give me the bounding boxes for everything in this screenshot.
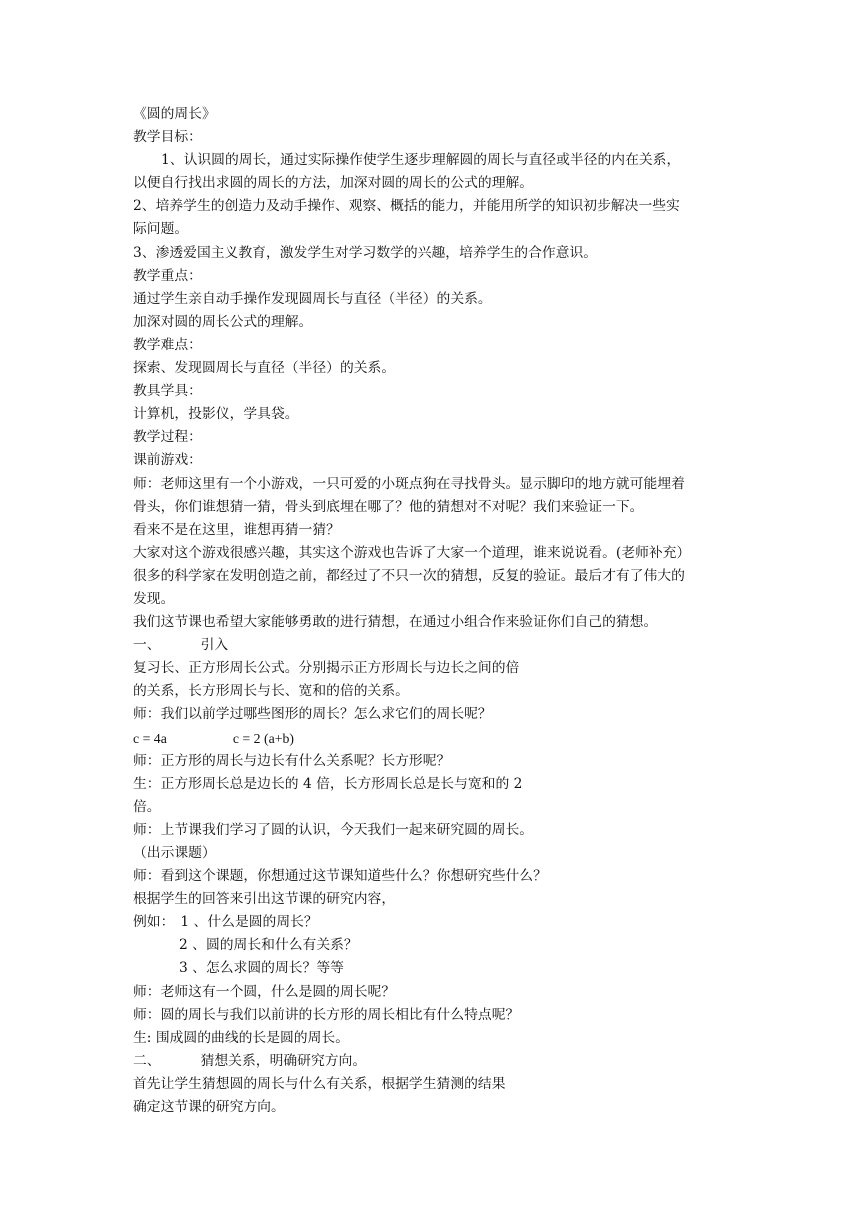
paragraph-line: 骨头，你们谁想猜一猜，骨头到底埋在哪了？他的猜想对不对呢？我们来验证一下。 — [133, 498, 644, 515]
paragraph-line: 看来不是在这里，谁想再猜一猜？ — [133, 521, 340, 538]
paragraph-line: 师：老师这里有一个小游戏，一只可爱的小斑点狗在寻找骨头。显示脚印的地方就可能埋着 — [133, 475, 685, 492]
paragraph-line: 2、培养学生的创造力及动手操作、观察、概括的能力，并能用所学的知识初步解决一些实 — [133, 198, 680, 215]
paragraph-line: 复习长、正方形周长公式。分别揭示正方形周长与边长之间的倍 — [133, 660, 520, 677]
square-formula: c = 4a — [133, 730, 167, 746]
section-heading: 课前游戏： — [133, 452, 202, 469]
paragraph-line: 通过学生亲自动手操作发现圆周长与直径（半径）的关系。 — [133, 290, 492, 307]
paragraph-line: 加深对圆的周长公式的理解。 — [133, 313, 313, 330]
paragraph-line: 根据学生的回答来引出这节课的研究内容， — [133, 891, 396, 908]
paragraph-line: 我们这节课也希望大家能够勇敢的进行猜想，在通过小组合作来验证你们自己的猜想。 — [133, 614, 658, 631]
doc-title: 《圆的周长》 — [133, 106, 216, 122]
paragraph-line: 大家对这个游戏很感兴趣，其实这个游戏也告诉了大家一个道理，谁来说说看。(老师补充） — [133, 544, 691, 561]
paragraph-line: 师：正方形的周长与边长有什么关系呢？长方形呢？ — [133, 752, 451, 769]
paragraph-line: 1、认识圆的周长，通过实际操作使学生逐步理解圆的周长与直径或半径的内在关系， — [161, 152, 681, 169]
section-heading: 教学重点： — [133, 267, 202, 284]
paragraph-line: 师：圆的周长与我们以前讲的长方形的周长相比有什么特点呢？ — [133, 1006, 520, 1023]
heading-number: 一、 — [133, 637, 161, 654]
formula-line — [133, 727, 733, 750]
paragraph-line: 生：正方形周长总是边长的 4 倍，长方形周长总是长与宽和的 2 — [133, 775, 523, 792]
paragraph-line: 的关系，长方形周长与长、宽和的倍的关系。 — [133, 683, 409, 700]
paragraph-line: 师：老师这有一个圆，什么是圆的周长呢？ — [133, 983, 396, 1000]
list-item: 2 、圆的周长和什么有关系？ — [179, 937, 358, 954]
paragraph-line: 探索、发现圆周长与直径（半径）的关系。 — [133, 360, 396, 377]
paragraph-line: 以便自行找出求圆的周长的方法，加深对圆的周长的公式的理解。 — [133, 175, 534, 192]
paragraph-line: 师：看到这个课题，你想通过这节课知道些什么？你想研究些什么？ — [133, 868, 547, 885]
section-heading: 教学过程： — [133, 429, 202, 446]
section-heading: 教学目标： — [133, 129, 202, 146]
paragraph-line: 首先让学生猜想圆的周长与什么有关系，根据学生猜测的结果 — [133, 1075, 506, 1092]
paragraph-line: 计算机，投影仪，学具袋。 — [133, 406, 299, 423]
list-item: 1 、什么是圆的周长？ — [180, 914, 318, 931]
heading-text: 引入 — [200, 637, 229, 654]
paragraph-line: 很多的科学家在发明创造之前，都经过了不只一次的猜想，反复的验证。最后才有了伟大的 — [133, 567, 685, 584]
section-heading-2 — [133, 1050, 733, 1073]
paragraph-line: 发现。 — [133, 590, 175, 607]
example-label: 例如： — [133, 914, 175, 931]
heading-text: 猜想关系，明确研究方向。 — [200, 1052, 367, 1069]
section-heading: 教学难点： — [133, 336, 202, 353]
section-heading: 教具学具： — [133, 383, 202, 400]
heading-number: 二、 — [133, 1052, 161, 1069]
paragraph-line: 师：上节课我们学习了圆的认识，今天我们一起来研究圆的周长。 — [133, 821, 534, 838]
section-heading-1 — [133, 634, 733, 657]
paragraph-line: （出示课题） — [133, 845, 216, 861]
rectangle-formula: c = 2 (a+b) — [232, 730, 294, 746]
document-page — [133, 103, 733, 1119]
paragraph-line: 际问题。 — [133, 221, 189, 238]
paragraph-line: 生: 围成圆的曲线的长是圆的周长。 — [133, 1029, 349, 1046]
list-item: 3 、怎么求圆的周长？等等 — [179, 960, 344, 977]
paragraph-line: 3、渗透爱国主义教育，激发学生对学习数学的兴趣，培养学生的合作意识。 — [133, 244, 598, 261]
paragraph-line: 倍。 — [133, 798, 161, 815]
example-line — [133, 911, 733, 934]
paragraph-line: 师：我们以前学过哪些图形的周长？怎么求它们的周长呢？ — [133, 706, 492, 723]
paragraph-line: 确定这节课的研究方向。 — [133, 1099, 285, 1116]
